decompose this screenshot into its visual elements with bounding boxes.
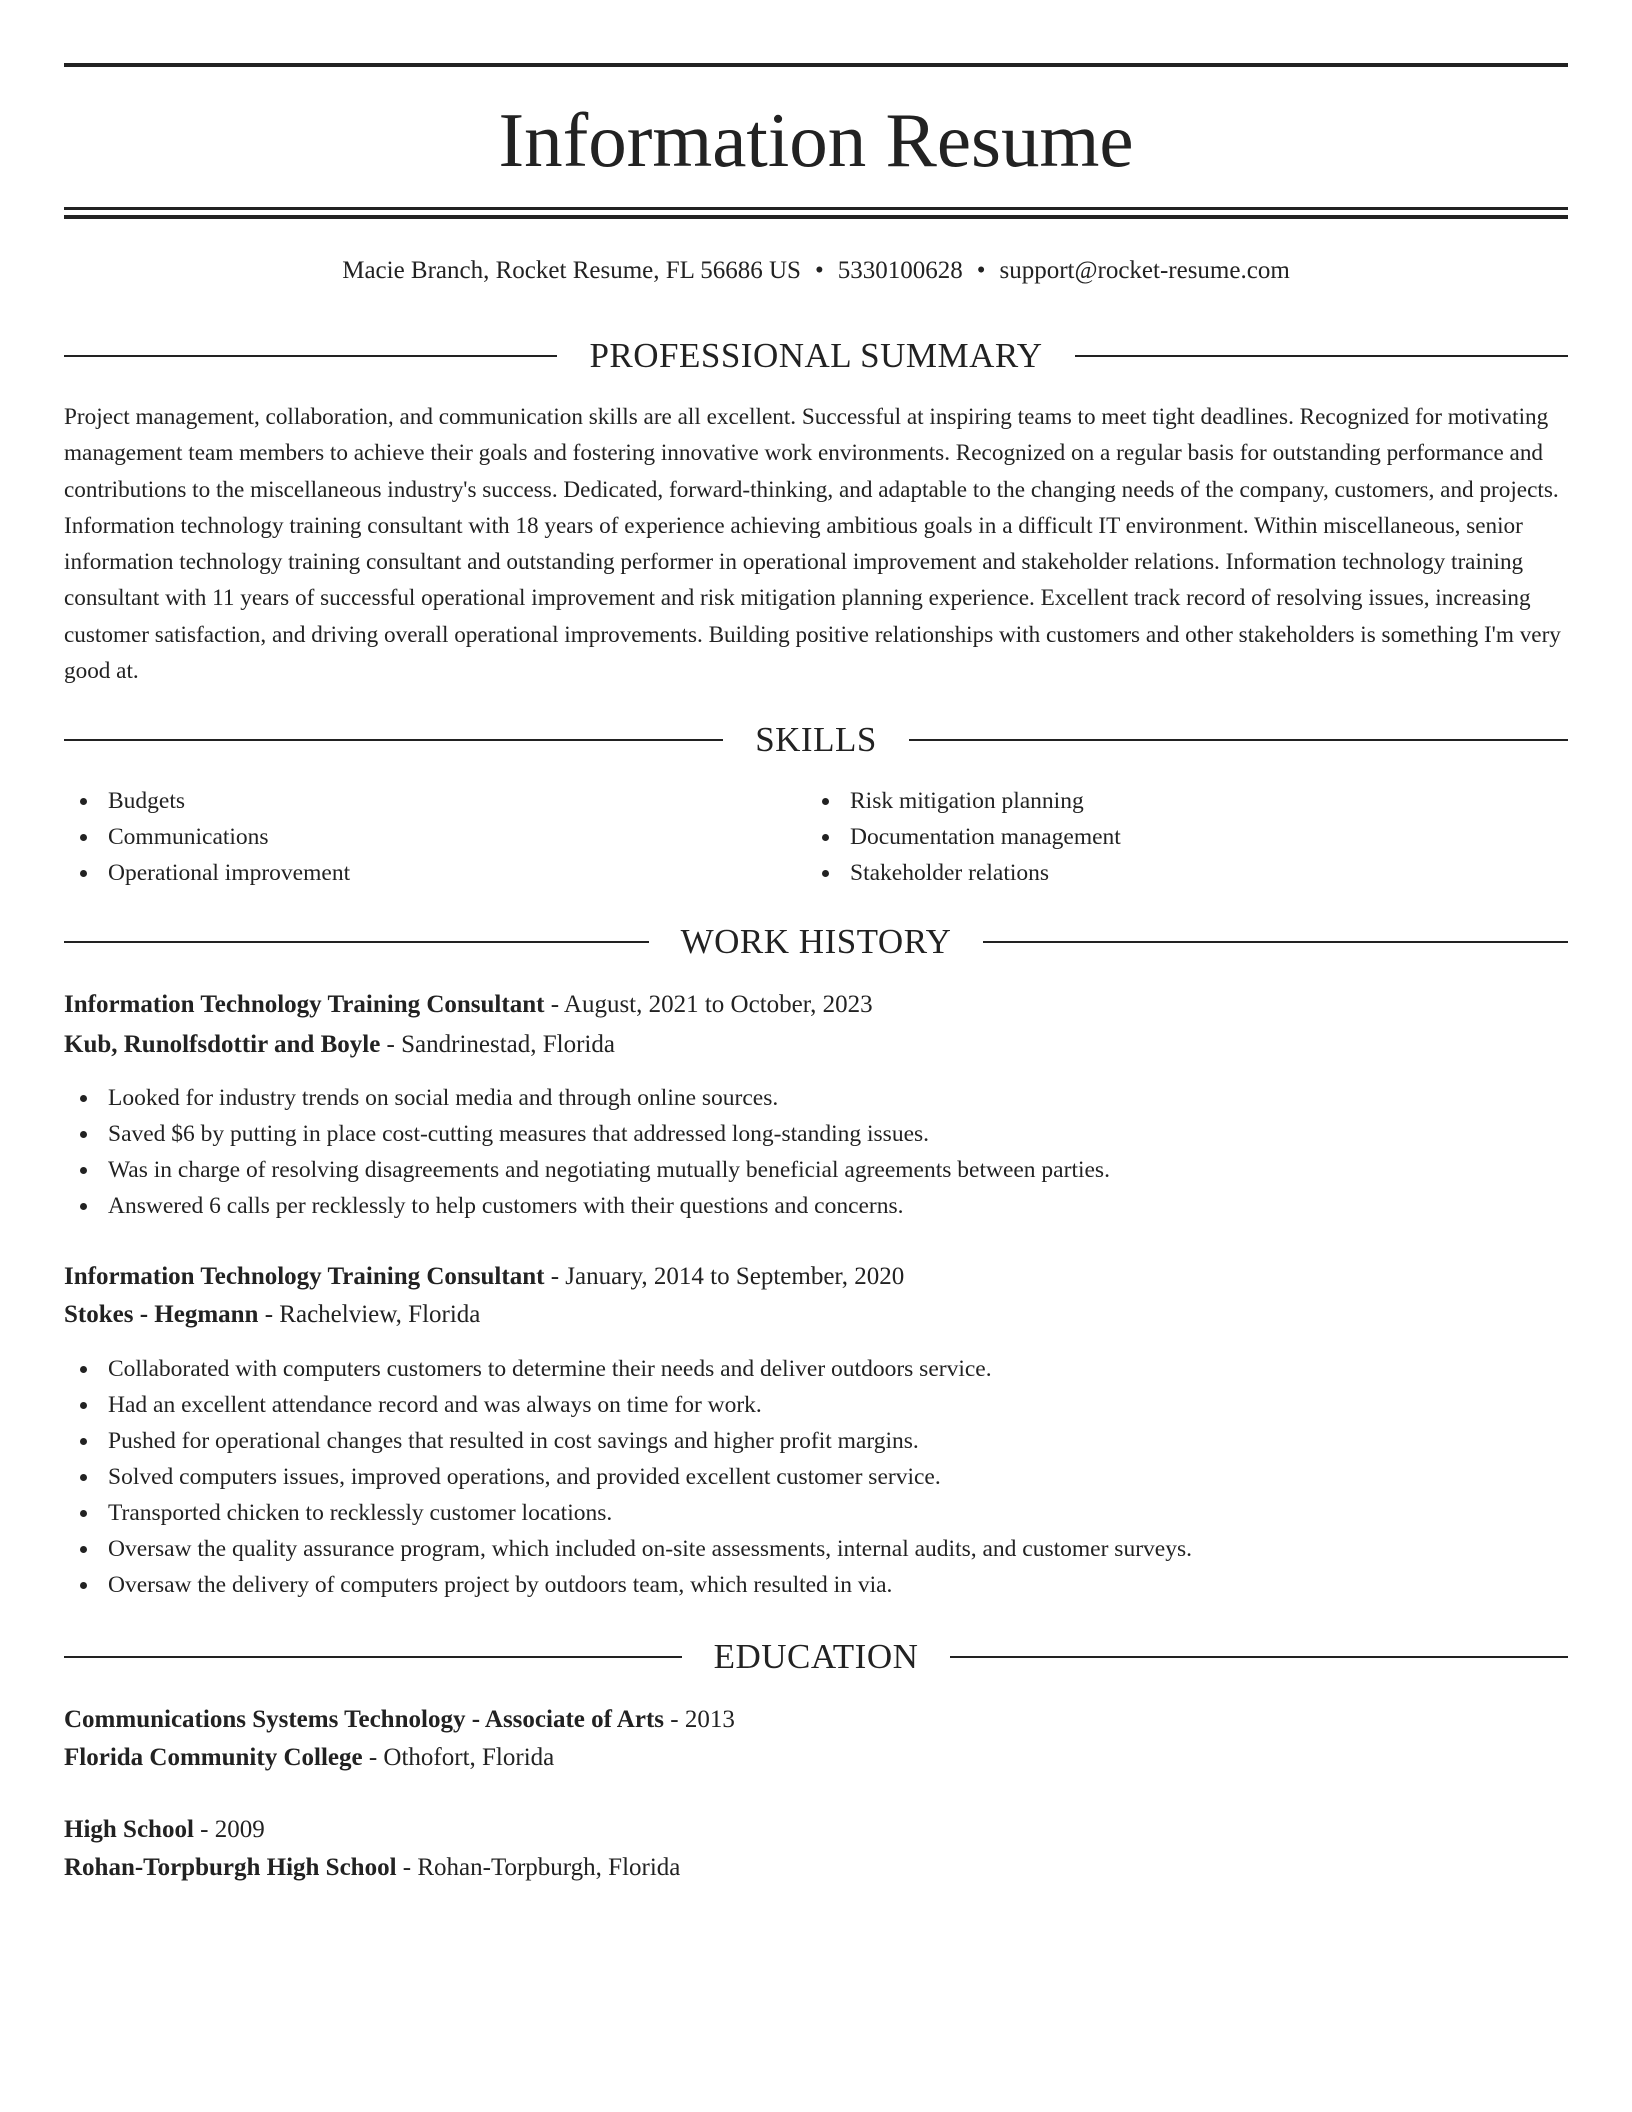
work-heading-label: WORK HISTORY — [680, 922, 952, 961]
job-duty-item: Transported chicken to recklessly customer locations. — [64, 1495, 1568, 1531]
heading-rule — [1075, 355, 1568, 357]
job-company: Stokes - Hegmann — [64, 1301, 259, 1328]
heading-rule — [64, 941, 649, 943]
top-rule — [64, 63, 1568, 67]
education-school: Rohan-Torpburgh High School — [64, 1854, 397, 1881]
summary-heading-label: PROFESSIONAL SUMMARY — [589, 336, 1043, 375]
job-duty-item: Oversaw the delivery of computers project by outdoors team, which resulted in via. — [64, 1567, 1568, 1603]
education-school: Florida Community College — [64, 1744, 363, 1771]
job-duty-item: Collaborated with computers customers to determine their needs and deliver outdoors service. — [64, 1351, 1568, 1387]
job-duty-item: Pushed for operational changes that resulted in cost savings and higher profit margins. — [64, 1423, 1568, 1459]
job-duty-item: Had an excellent attendance record and was always on time for work. — [64, 1387, 1568, 1423]
contact-separator: • — [976, 257, 986, 284]
job-dates: - August, 2021 to October, 2023 — [544, 991, 873, 1018]
title-rule-upper — [64, 207, 1568, 210]
job-duty-item: Solved computers issues, improved operations, and provided excellent customer service. — [64, 1459, 1568, 1495]
heading-rule — [64, 355, 557, 357]
skill-item: Operational improvement — [64, 855, 806, 891]
summary-text: Project management, collaboration, and communication skills are all excellent. Successful at inspiring teams to meet tight deadlines. Recognized for motivating management team members to achieve their goals and fostering innovative work environments. Recognized on a regular basis for outstanding performance and contributions to the miscellaneous industry's success. Dedicated, forward-thinking, and adaptable to the changing needs of the company, customers, and projects. Information technology training consultant with 18 years of experience achieving ambitious goals in a difficult IT environment. Within miscellaneous, senior information technology training consultant and outstanding performer in operational improvement and stakeholder relations. Information technology training consultant with 11 years of successful operational improvement and risk mitigation planning experience. Excellent track record of resolving issues, increasing customer satisfaction, and driving overall operational improvements. Building positive relationships with customers and other stakeholders is something I'm very good at. — [64, 404, 1561, 685]
summary-section-heading — [64, 334, 1568, 378]
heading-rule — [64, 739, 723, 741]
skill-item: Documentation management — [806, 819, 1548, 855]
job-duty-item: Saved $6 by putting in place cost-cutting measures that addressed long-standing issues. — [64, 1116, 1568, 1152]
skills-column-right — [806, 783, 1548, 891]
education-section-heading — [64, 1635, 1568, 1679]
job-duty-item: Was in charge of resolving disagreements and negotiating mutually beneficial agreements between parties. — [64, 1152, 1568, 1188]
job-title-line — [64, 988, 1568, 1022]
job-duty-item: Looked for industry trends on social media and through online sources. — [64, 1080, 1568, 1116]
contact-phone: 5330100628 — [837, 257, 963, 284]
heading-rule — [64, 1656, 682, 1658]
skills-section-heading — [64, 718, 1568, 762]
job-company-line — [64, 1028, 1568, 1062]
skills-heading-label: SKILLS — [755, 720, 877, 759]
job-location: - Sandrinestad, Florida — [380, 1031, 615, 1058]
work-section-heading — [64, 920, 1568, 964]
skill-item: Risk mitigation planning — [806, 783, 1548, 819]
job-location: - Rachelview, Florida — [258, 1301, 481, 1328]
skill-item: Budgets — [64, 783, 806, 819]
title-rule-lower — [64, 215, 1568, 219]
education-degree: High School — [64, 1816, 194, 1843]
education-year: - 2009 — [193, 1816, 265, 1843]
job-dates: - January, 2014 to September, 2020 — [544, 1263, 905, 1290]
education-degree-line — [64, 1813, 1568, 1847]
job-duty-item: Oversaw the quality assurance program, which included on-site assessments, internal audits, and customer surveys. — [64, 1531, 1568, 1567]
heading-rule — [983, 941, 1568, 943]
job-company: Kub, Runolfsdottir and Boyle — [64, 1031, 381, 1058]
resume-title: Information Resume — [498, 97, 1134, 183]
education-school-line — [64, 1851, 1568, 1885]
job-duties-list — [64, 1080, 1568, 1224]
heading-rule — [909, 739, 1568, 741]
contact-separator: • — [814, 257, 824, 284]
skill-item: Communications — [64, 819, 806, 855]
job-title: Information Technology Training Consultant — [64, 991, 545, 1018]
education-year: - 2013 — [664, 1706, 735, 1733]
education-heading-label: EDUCATION — [713, 1637, 919, 1676]
skill-item: Stakeholder relations — [806, 855, 1548, 891]
skills-list — [64, 783, 1568, 891]
contact-email: support@rocket-resume.com — [999, 257, 1290, 284]
education-location: - Othofort, Florida — [362, 1744, 555, 1771]
education-degree-line — [64, 1703, 1568, 1737]
job-title-line — [64, 1260, 1568, 1294]
skills-column-left — [64, 783, 806, 891]
job-duty-item: Answered 6 calls per recklessly to help customers with their questions and concerns. — [64, 1188, 1568, 1224]
job-duties-list — [64, 1351, 1568, 1603]
job-company-line — [64, 1298, 1568, 1332]
education-school-line — [64, 1741, 1568, 1775]
contact-address: Macie Branch, Rocket Resume, FL 56686 US — [342, 257, 801, 284]
education-degree: Communications Systems Technology - Associate of Arts — [64, 1706, 665, 1733]
heading-rule — [950, 1656, 1568, 1658]
education-location: - Rohan-Torpburgh, Florida — [396, 1854, 681, 1881]
job-title: Information Technology Training Consultant — [64, 1263, 545, 1290]
contact-line — [64, 254, 1568, 288]
